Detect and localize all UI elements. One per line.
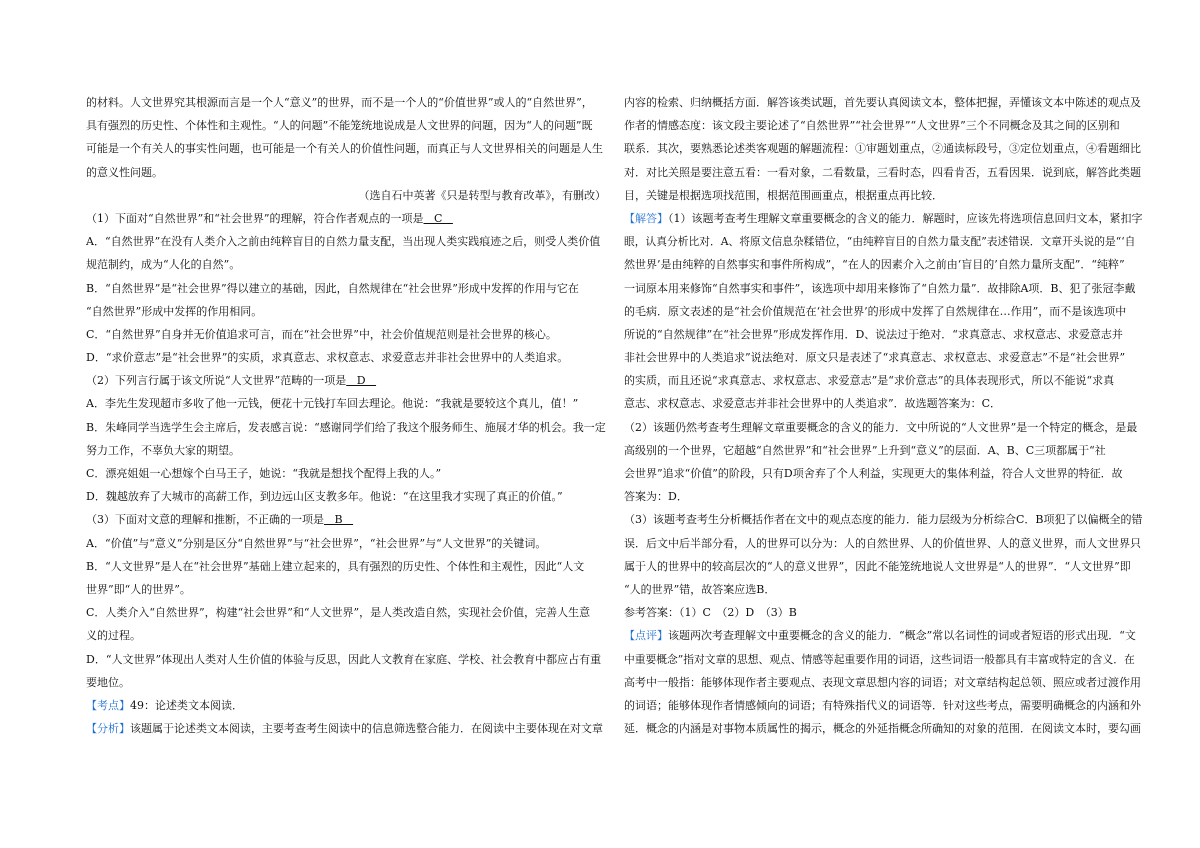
text-line — [624, 508, 1144, 531]
text-line — [86, 671, 606, 694]
line-text: D．“求价意志”是“社会世界”的实质，求真意志、求权意志、求爱意志并非社会世界中的人类追求。 — [86, 351, 569, 365]
line-text: 的实质，而且还说“求真意志、求权意志、求爱意志”是“求价意志”的具体表现形式，所以不能说“求真 — [624, 374, 1115, 388]
line-text: 作者的情感态度：该文段主要论述了“自然世界”“社会世界”“人文世界”三个不同概念及其之间的区别和 — [624, 119, 1120, 133]
text-line — [624, 230, 1144, 253]
section-tag: 【解答】 — [624, 211, 668, 225]
section-tag: 【分析】 — [86, 722, 130, 736]
text-line — [86, 346, 606, 369]
line-text: 目，关键是根据选项找范围，根据范围画重点，根据重点再比较． — [624, 188, 943, 202]
text-line — [86, 207, 606, 230]
line-text: 属于人的世界中的较高层次的“人的意义世界”，因此不能笼统地说人文世界是“人的世界”．“人文世界”即 — [624, 559, 1131, 573]
line-text: D．魏越放弃了大城市的高薪工作，到边远山区支教多年。他说：“在这里我才实现了真正的价值。” — [86, 490, 563, 504]
line-text: 误．后文中后半部分看，人的世界可以分为：人的自然世界、人的价值世界、人的意义世界，而人文世界只 — [624, 536, 1141, 550]
line-text: C．漂亮姐姐一心想嫁个白马王子，她说：“我就是想找个配得上我的人。” — [86, 467, 442, 480]
line-text: 中重要概念”指对文章的思想、观点、情感等起重要作用的词语，这些词语一般都具有丰富或特定的含义．在 — [624, 652, 1135, 666]
line-text: （3）下面对文意的理解和推断，不正确的一项是 — [86, 513, 324, 527]
line-text: 具有强烈的历史性、个体性和主观性。“人的问题”不能笼统地说成是人文世界的问题，因为“人的问题”既 — [86, 119, 593, 133]
text-line — [624, 648, 1144, 671]
line-text: 规范制约，成为“人化的自然”。 — [86, 258, 241, 272]
line-text: 的毛病．原文表述的是“社会价值规范在‘社会世界’的形成中发挥了自然规律在…作用”，而不是该选项中 — [624, 304, 1127, 318]
section-tag: 【考点】 — [86, 698, 130, 712]
text-line — [86, 462, 606, 485]
line-text: 对．对比关照是要注意五看：一看对象，二看数量，三看时态，四看肯否，五看因果．说到底，解答此类题 — [624, 165, 1141, 179]
text-line — [86, 439, 606, 462]
line-text: 眼，认真分析比对．A、将原文信息杂糅错位，“由纯粹盲目的自然力量支配”表述错误．文章开头说的是“‘自 — [624, 235, 1136, 249]
line-text: 高级别的一个世界，它超越“自然世界”和“社会世界”上升到“意义”的层面．A、B、C三项都属于“社 — [624, 443, 1106, 457]
text-line — [86, 137, 606, 160]
line-text: B．“自然世界”是“社会世界”得以建立的基础，因此，自然规律在“社会世界”形成中发挥的作用与它在 — [86, 281, 579, 295]
text-line — [624, 439, 1144, 462]
text-line — [86, 624, 606, 647]
line-text: 高考中一般指：能够体现作者主要观点、表现文章思想内容的词语；对文章结构起总领、照应或者过渡作用 — [624, 675, 1141, 689]
text-line — [86, 230, 606, 253]
text-line — [86, 114, 606, 137]
line-text: 的材料。人文世界究其根源而言是一个人“意义”的世界，而不是一个人的“价值世界”或人的“自然世界”， — [86, 96, 593, 109]
line-text: 该题两次考查理解文中重要概念的含义的能力．“概念”常以名词性的词或者短语的形式出现．“文 — [668, 629, 1136, 643]
text-line — [624, 184, 1144, 207]
line-text: 的意义性问题。 — [86, 165, 163, 179]
line-text: 内容的检索、归纳概括方面．解答该类试题，首先要认真阅读文本，整体把握，弄懂该文本中陈述的观点及 — [624, 96, 1141, 109]
text-line — [86, 717, 606, 740]
line-text: “人的世界”错，故答案应选B． — [624, 582, 776, 596]
answer-blank: B — [324, 513, 354, 527]
line-text: A．李先生发现超市多收了他一元钱，便花十元钱打车回去理论。他说：“我就是要较这个真儿，值！” — [86, 397, 579, 411]
text-line — [624, 114, 1144, 137]
line-text: （3）该题考查考生分析概括作者在文中的观点态度的能力．能力层级为分析综合C．B项犯了以偏概全的错 — [624, 513, 1143, 527]
line-text: （2）下列言行属于该文所说“人文世界”范畴的一项是 — [86, 374, 347, 388]
text-line — [86, 161, 606, 184]
text-line — [624, 369, 1144, 392]
text-line — [86, 648, 606, 671]
line-text: （1）该题考查考生理解文章重要概念的含义的能力．解题时，应该先将选项信息回归文本，紧扣字 — [668, 211, 1143, 225]
text-line — [624, 392, 1144, 415]
text-line — [86, 300, 606, 323]
text-line — [624, 300, 1144, 323]
text-line — [86, 184, 606, 207]
text-line — [86, 323, 606, 346]
text-line — [624, 694, 1144, 717]
text-line — [624, 462, 1144, 485]
line-text: 会世界”追求“价值”的阶段，只有D项舍弃了个人利益，实现更大的集体利益，符合人文世界的特征．故 — [624, 467, 1123, 480]
text-line — [86, 277, 606, 300]
text-line — [624, 532, 1144, 555]
right-column — [624, 91, 1144, 740]
line-text: B．“人文世界”是人在“社会世界”基础上建立起来的，具有强烈的历史性、个体性和主观性，因此“人文 — [86, 559, 585, 573]
text-line — [624, 277, 1144, 300]
line-text: 一词原本用来修饰“自然事实和事件”，该选项中却用来修饰了“自然力量”．故排除A项．B、犯了张冠李戴 — [624, 281, 1136, 295]
text-line — [624, 207, 1144, 230]
line-text: 世界”即“人的世界”。 — [86, 582, 191, 596]
line-text: D．“人文世界”体现出人类对人生价值的体验与反思，因此人文教育在家庭、学校、社会教育中都应占有重 — [86, 652, 602, 666]
line-text: 所说的“自然规律”在“社会世界”形成发挥作用．D、说法过于绝对．“求真意志、求权意志、求爱意志并 — [624, 327, 1123, 341]
line-text: 延．概念的内涵是对事物本质属性的揭示，概念的外延指概念所确知的对象的范围．在阅读文本时，要勾画 — [624, 722, 1141, 736]
text-line — [624, 346, 1144, 369]
line-text: （2）该题仍然考查考生理解文章重要概念的含义的能力．文中所说的“人文世界”是一个特定的概念，是最 — [624, 420, 1138, 434]
line-text: A．“自然世界”在没有人类介入之前由纯粹盲目的自然力量支配，当出现人类实践痕迹之后，则受人类价值 — [86, 235, 601, 249]
text-line — [86, 578, 606, 601]
line-text: C．人类介入“自然世界”，构建“社会世界”和“人文世界”，是人类改造自然，实现社会价值，完善人生意 — [86, 606, 591, 620]
line-text: 要地位。 — [86, 675, 130, 689]
text-line — [624, 91, 1144, 114]
text-line — [86, 369, 606, 392]
text-line — [624, 624, 1144, 647]
line-text: 可能是一个有关人的事实性问题，也可能是一个有关人的价值性问题，而真正与人文世界相关的问题是人生 — [86, 142, 603, 156]
text-line — [86, 508, 606, 531]
text-line — [86, 532, 606, 555]
line-text: 参考答案：（1）C （2）D （3）B — [624, 606, 797, 620]
line-text: C．“自然世界”自身并无价值追求可言，而在“社会世界”中，社会价值规范则是社会世界的核心。 — [86, 327, 557, 341]
text-line — [624, 601, 1144, 624]
section-tag: 【点评】 — [624, 629, 668, 643]
line-text: A．“价值”与“意义”分别是区分“自然世界”与“社会世界”，“社会世界”与“人文世界”的关键词。 — [86, 536, 547, 550]
text-line — [624, 555, 1144, 578]
text-line — [624, 253, 1144, 276]
left-column — [86, 91, 606, 740]
text-line — [624, 137, 1144, 160]
text-line — [86, 416, 606, 439]
line-text: 的词语；能够体现作者情感倾向的词语；有特殊指代义的词语等．针对这些考点，需要明确概念的内涵和外 — [624, 698, 1141, 712]
line-text: 义的过程。 — [86, 629, 141, 643]
text-line — [624, 671, 1144, 694]
line-text: 意志、求权意志、求爱意志并非社会世界中的人类追求”．故选题答案为：C． — [624, 397, 1002, 411]
text-line — [624, 717, 1144, 740]
answer-blank: C — [423, 211, 453, 225]
text-line — [624, 161, 1144, 184]
line-text: （1）下面对“自然世界”和“社会世界”的理解，符合作者观点的一项是 — [86, 211, 424, 225]
line-text: 49：论述类文本阅读． — [130, 698, 243, 712]
line-text: 努力工作，不辜负大家的期望。 — [86, 443, 240, 457]
line-text: 然世界’是由纯粹的自然事实和事件所构成”，“在人的因素介入之前由‘盲目的’自然力量所支配”．“纯粹” — [624, 258, 1125, 272]
text-line — [624, 578, 1144, 601]
line-text: B．朱峰同学当选学生会主席后，发表感言说：“感谢同学们给了我这个服务师生、施展才华的机会。我一定 — [86, 420, 606, 434]
text-line — [86, 485, 606, 508]
line-text: （选自石中英著《只是转型与教育改革》，有删改） — [358, 188, 606, 202]
answer-blank: D — [346, 374, 377, 388]
line-text: 非社会世界中的人类追求”说法绝对．原文只是表述了“求真意志、求权意志、求爱意志”不是“社会世界” — [624, 351, 1126, 365]
text-line — [86, 91, 606, 114]
line-text: “自然世界”形成中发挥的作用相同。 — [86, 304, 263, 318]
text-line — [624, 323, 1144, 346]
text-line — [86, 392, 606, 415]
text-line — [86, 694, 606, 717]
line-text: 答案为：D． — [624, 490, 688, 504]
text-line — [624, 416, 1144, 439]
text-line — [624, 485, 1144, 508]
text-line — [86, 601, 606, 624]
line-text: 该题属于论述类文本阅读，主要考查考生阅读中的信息筛选整合能力．在阅读中主要体现在对文章 — [130, 722, 603, 736]
text-line — [86, 253, 606, 276]
text-line — [86, 555, 606, 578]
line-text: 联系．其次，要熟悉论述类客观题的解题流程：①审题划重点，②通读标段号，③定位划重点，④看题细比 — [624, 142, 1141, 156]
